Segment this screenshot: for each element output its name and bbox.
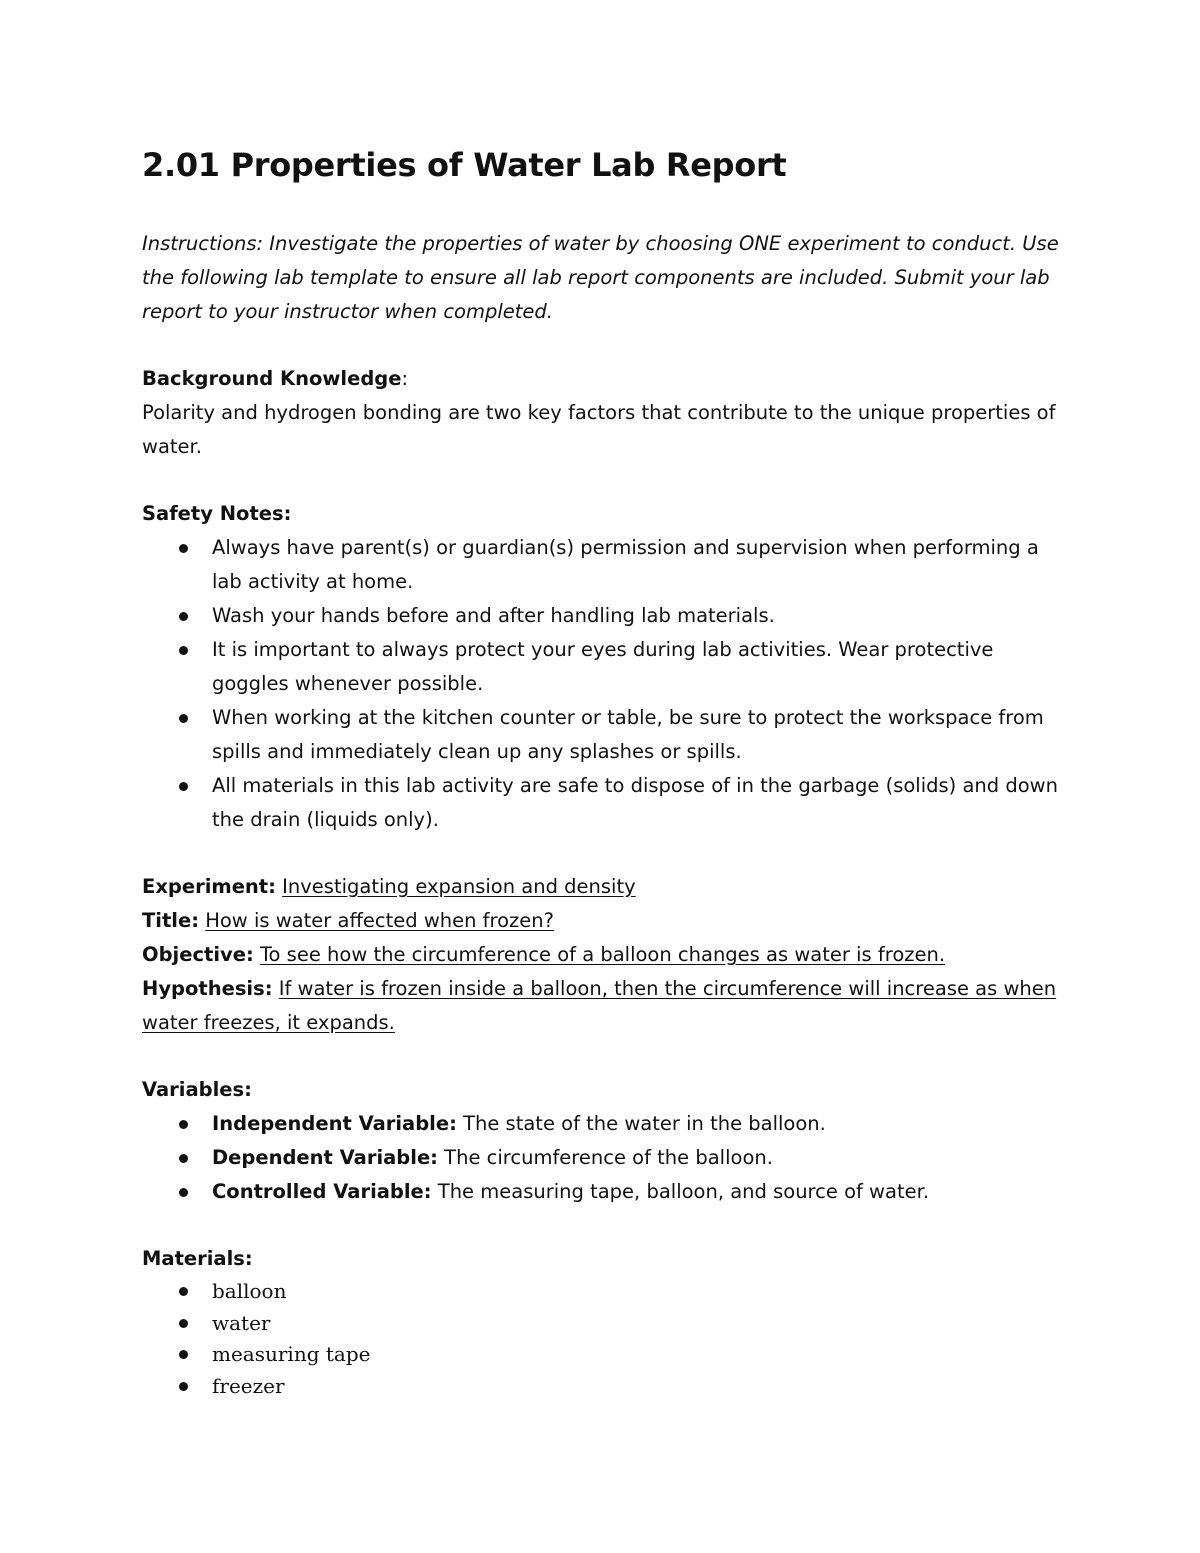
- variable-item-dependent: [212, 1141, 1062, 1175]
- title-value: How is water affected when frozen?: [205, 909, 555, 932]
- background-heading-label: Background Knowledge: [142, 367, 402, 390]
- variable-label: Controlled Variable:: [212, 1180, 432, 1203]
- material-item: freezer: [212, 1371, 1062, 1403]
- objective-label: Objective:: [142, 943, 254, 966]
- variable-text: The state of the water in the balloon.: [463, 1112, 826, 1135]
- variables-heading: Variables:: [142, 1078, 252, 1101]
- document-page: [142, 140, 1062, 1402]
- safety-item: Wash your hands before and after handling lab materials.: [212, 599, 1062, 633]
- safety-list: [142, 531, 1062, 837]
- title-line: [142, 904, 1062, 938]
- page-title: 2.01 Properties of Water Lab Report: [142, 146, 787, 184]
- variable-label: Dependent Variable:: [212, 1146, 438, 1169]
- hypothesis-value: If water is frozen inside a balloon, then the circumference will increase as when water freezes, it expands.: [142, 977, 1057, 1034]
- safety-item: Always have parent(s) or guardian(s) permission and supervision when performing a lab activity at home.: [212, 531, 1062, 599]
- material-item: measuring tape: [212, 1339, 1062, 1371]
- variables-list: [142, 1107, 1062, 1209]
- instructions-text: Instructions: Investigate the properties of water by choosing ONE experiment to conduct. Use the following lab template to ensure all lab report components are included. Submit your lab report to your instructor when completed.: [142, 232, 1059, 323]
- hypothesis-label: Hypothesis:: [142, 977, 273, 1000]
- hypothesis-line: [142, 972, 1062, 1040]
- variable-text: The measuring tape, balloon, and source of water.: [437, 1180, 930, 1203]
- background-heading-colon: :: [401, 367, 409, 390]
- variable-label: Independent Variable:: [212, 1112, 457, 1135]
- material-item: water: [212, 1308, 1062, 1340]
- safety-item: All materials in this lab activity are safe to dispose of in the garbage (solids) and down the drain (liquids only).: [212, 769, 1062, 837]
- experiment-label: Experiment:: [142, 875, 276, 898]
- material-item: balloon: [212, 1276, 1062, 1308]
- safety-heading: Safety Notes:: [142, 502, 292, 525]
- objective-value: To see how the circumference of a balloon changes as water is frozen.: [259, 943, 946, 966]
- variable-item-controlled: [212, 1175, 1062, 1209]
- materials-heading: Materials:: [142, 1247, 253, 1270]
- background-text: Polarity and hydrogen bonding are two key factors that contribute to the unique properties of water.: [142, 401, 1056, 458]
- objective-line: [142, 938, 1062, 972]
- experiment-line: [142, 870, 1062, 904]
- materials-list: [142, 1276, 1062, 1402]
- safety-item: It is important to always protect your eyes during lab activities. Wear protective goggles whenever possible.: [212, 633, 1062, 701]
- title-label: Title:: [142, 909, 200, 932]
- variable-text: The circumference of the balloon.: [444, 1146, 773, 1169]
- experiment-value: Investigating expansion and density: [282, 875, 636, 898]
- safety-item: When working at the kitchen counter or table, be sure to protect the workspace from spills and immediately clean up any splashes or spills.: [212, 701, 1062, 769]
- variable-item-independent: [212, 1107, 1062, 1141]
- background-heading: [142, 362, 1062, 396]
